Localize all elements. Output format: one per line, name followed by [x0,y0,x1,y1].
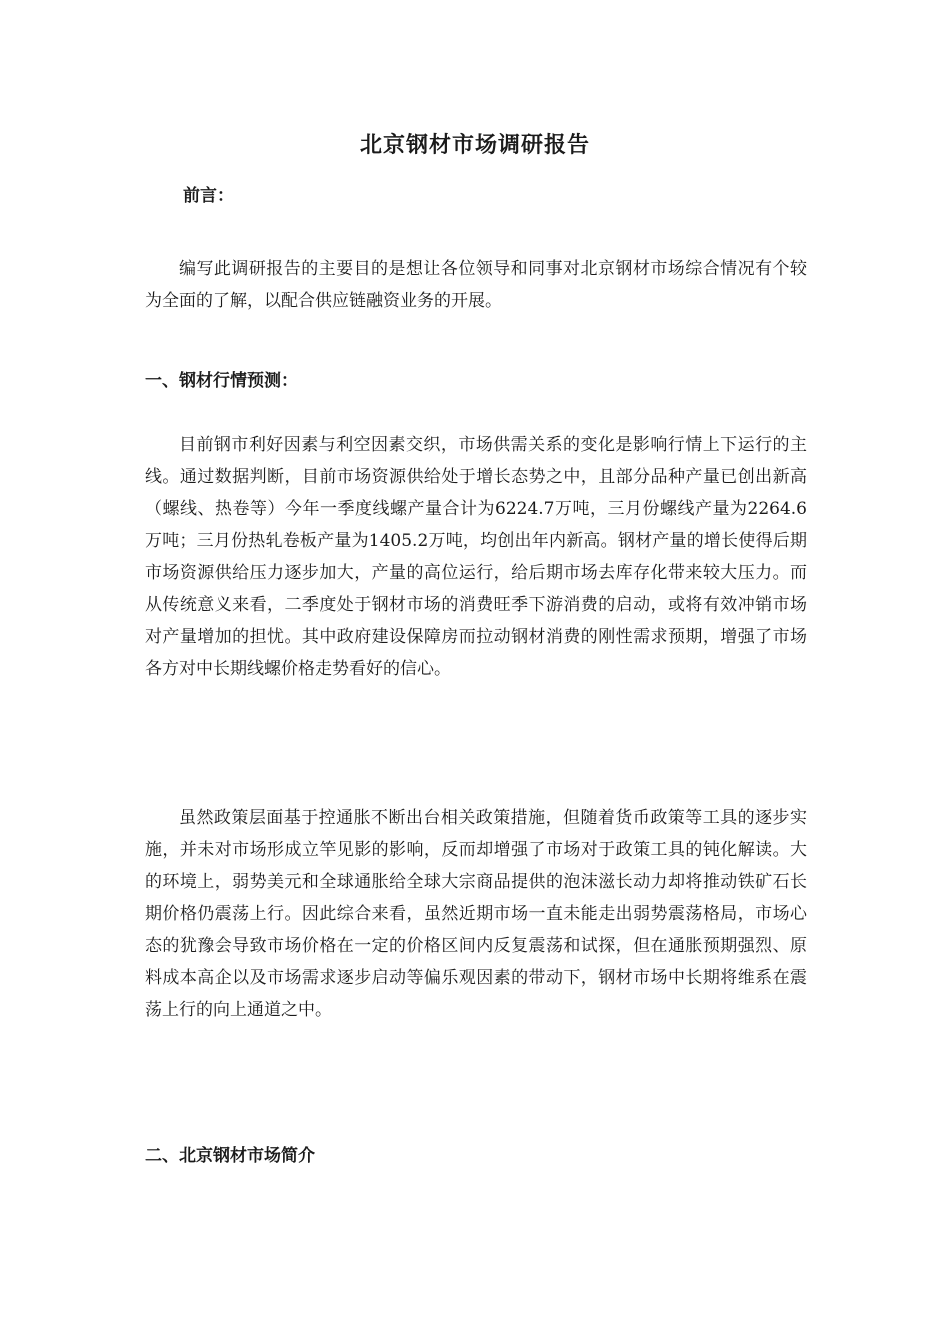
preface-paragraph: 编写此调研报告的主要目的是想让各位领导和同事对北京钢材市场综合情况有个较为全面的了解，以配合供应链融资业务的开展。 [145,259,807,311]
document-title: 北京钢材市场调研报告 [359,132,590,158]
section-1-paragraph-1: 目前钢市利好因素与利空因素交织，市场供需关系的变化是影响行情上下运行的主线。通过数据判断，目前市场资源供给处于增长态势之中，且部分品种产量已创出新高（螺线、热卷等）今年一季度线螺产量合计为6224.7万吨，三月份螺线产量为2264.6万吨；三月份热轧卷板产量为1405.2万吨，均创出年内新高。钢材产量的增长使得后期市场资源供给压力逐步加大，产量的高位运行，给后期市场去库存化带来较大压力。而从传统意义来看，二季度处于钢材市场的消费旺季下游消费的启动，或将有效冲销市场对产量增加的担忧。其中政府建设保障房而拉动钢材消费的刚性需求预期，增强了市场各方对中长期线螺价格走势看好的信心。 [145,435,807,679]
section-1-heading: 一、钢材行情预测： [145,371,298,391]
section-1-paragraph-2: 虽然政策层面基于控通胀不断出台相关政策措施，但随着货币政策等工具的逐步实施，并未对市场形成立竿见影的影响，反而却增强了市场对于政策工具的钝化解读。大的环境上，弱势美元和全球通胀给全球大宗商品提供的泡沫滋长动力却将推动铁矿石长期价格仍震荡上行。因此综合来看，虽然近期市场一直未能走出弱势震荡格局，市场心态的犹豫会导致市场价格在一定的价格区间内反复震荡和试探，但在通胀预期强烈、原料成本高企以及市场需求逐步启动等偏乐观因素的带动下，钢材市场中长期将维系在震荡上行的向上通道之中。 [145,808,807,1020]
preface-heading: 前言： [183,186,234,206]
section-2-heading: 二、北京钢材市场简介 [145,1146,315,1166]
